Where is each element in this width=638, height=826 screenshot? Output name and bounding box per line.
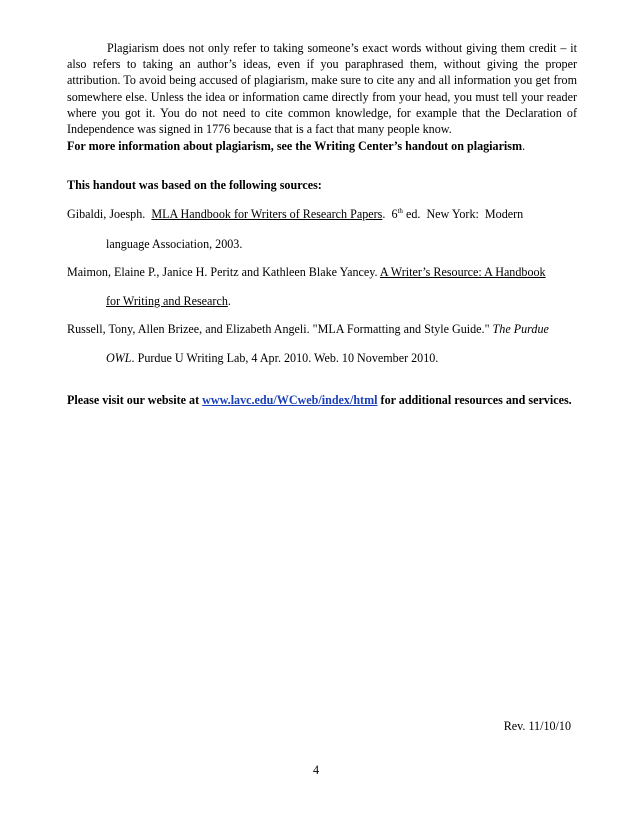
source-maimon-line1: [67, 264, 546, 280]
russell-rest: . Purdue U Writing Lab, 4 Apr. 2010. Web. 10 November 2010.: [131, 351, 439, 365]
page-number: 4: [313, 763, 320, 777]
gibaldi-after-title: .: [382, 207, 386, 221]
maimon-title-line1: A Writer’s Resource: A Handbook: [379, 265, 546, 279]
russell-authors: Russell, Tony, Allen Brizee, and Elizabeth Angeli. "MLA Formatting and Style Guide.": [67, 322, 490, 336]
more-info-end: .: [522, 139, 526, 153]
source-gibaldi-line2: language Association, 2003.: [106, 237, 243, 251]
maimon-authors: Maimon, Elaine P., Janice H. Peritz and Kathleen Blake Yancey.: [67, 265, 378, 279]
russell-journal-line2: OWL: [106, 351, 132, 365]
visit-before: Please visit our website at: [67, 393, 203, 407]
source-gibaldi-line1: [67, 206, 523, 222]
source-russell-line2: [106, 350, 438, 366]
website-link[interactable]: www.lavc.edu/WCweb/index/html: [202, 393, 378, 407]
source-russell-line1: [67, 321, 549, 337]
more-info-note: [67, 138, 577, 154]
gibaldi-title: MLA Handbook for Writers of Research Papers: [151, 207, 383, 221]
gibaldi-edition-sup: th: [397, 207, 403, 215]
maimon-title-line2: for Writing and Research: [106, 294, 228, 308]
revision-date: Rev. 11/10/10: [503, 719, 571, 733]
more-info-text: For more information about plagiarism, see the Writing Center’s handout on plagiarism: [67, 139, 523, 153]
gibaldi-edition-rest: ed. New York: Modern: [402, 207, 524, 221]
russell-journal-line1: The Purdue: [492, 322, 549, 336]
plagiarism-paragraph: Plagiarism does not only refer to taking someone’s exact words without giving them credit – it also refers to taking an author’s ideas, even if you paraphrased them, without giving the proper attribution. To avoid being accused of plagiarism, make sure to cite any and all information you get from somewhere else. Unless the idea or information came directly from your head, you must tell your reader where you got it. You do not need to cite common knowledge, for example that the Declaration of Independence was signed in 1776 because that is a fact that many people know.: [67, 41, 577, 137]
sources-heading: This handout was based on the following sources:: [67, 178, 322, 192]
gibaldi-edition-num: 6: [391, 207, 398, 221]
visit-after: for additional resources and services.: [377, 393, 572, 407]
source-maimon-line2: [106, 293, 231, 309]
maimon-after-title: .: [227, 294, 231, 308]
gibaldi-authors: Gibaldi, Joesph.: [67, 207, 146, 221]
visit-website-note: [67, 392, 577, 408]
